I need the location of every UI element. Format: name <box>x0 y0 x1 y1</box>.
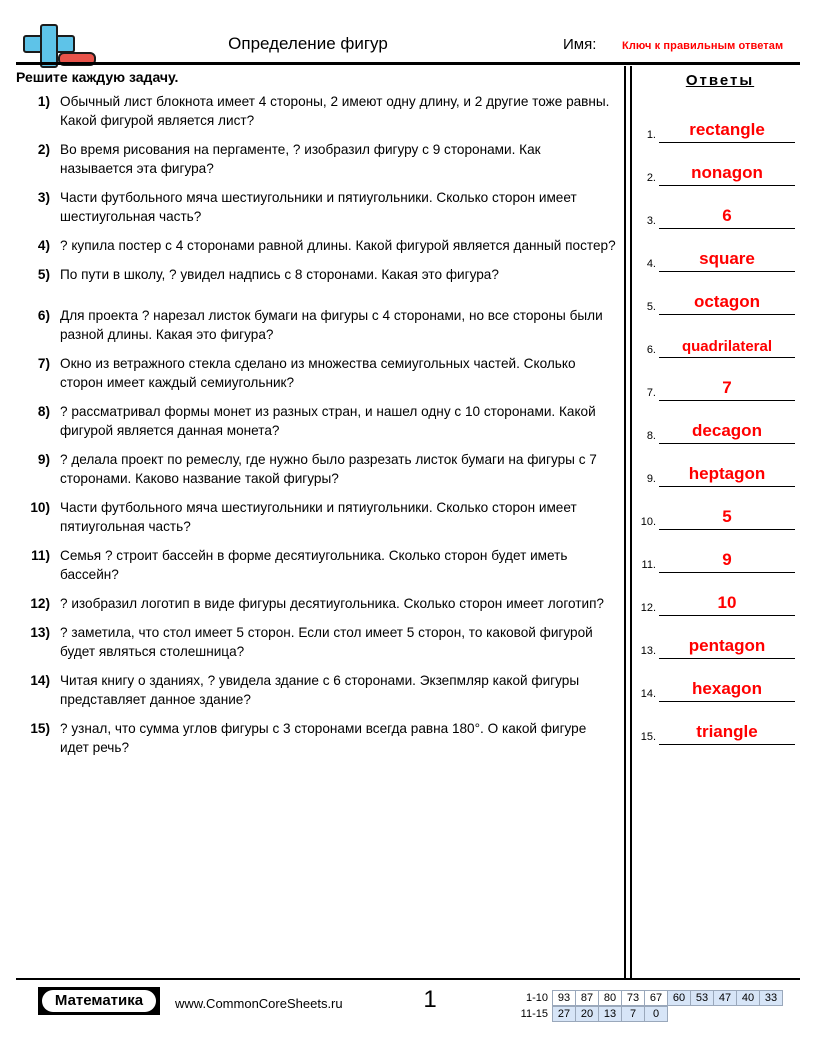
answer-value: nonagon <box>691 163 763 182</box>
score-cell: 53 <box>690 990 714 1006</box>
answer-blank-line <box>659 546 795 573</box>
answer-blank-line <box>659 589 795 616</box>
answer-number: 15. <box>640 731 656 743</box>
question-number: 11) <box>31 548 50 563</box>
score-cell: 87 <box>575 990 599 1006</box>
answer-value: decagon <box>692 421 762 440</box>
answer-blank-line <box>659 632 795 659</box>
score-cell: 33 <box>759 990 783 1006</box>
answer-row <box>636 145 808 188</box>
answer-value: triangle <box>696 722 758 741</box>
answer-value: rectangle <box>689 120 765 139</box>
question-text: ? изобразил логотип в виде фигуры десятиугольника. Сколько сторон имеет логотип? <box>60 596 604 611</box>
question-item <box>16 623 616 661</box>
answer-number: 1. <box>646 129 656 141</box>
question-text: Читая книгу о зданиях, ? увидела здание с 6 сторонами. Экзепмляр какой фигуры представляет данное здание? <box>60 673 580 707</box>
question-number: 7) <box>37 356 50 371</box>
brand-badge <box>38 987 160 1015</box>
answer-value: 9 <box>722 550 732 569</box>
question-number: 5) <box>37 267 50 282</box>
question-text: ? делала проект по ремеслу, где нужно было разрезать листок бумаги на фигуры с 7 сторонами. Каково название такой фигуры? <box>60 452 597 486</box>
question-number: 14) <box>30 673 50 688</box>
question-text: ? заметила, что стол имеет 5 сторон. Если стол имеет 5 сторон, то каковой фигурой будет являться столешница? <box>60 625 593 659</box>
page-title: Определение фигур <box>228 34 388 53</box>
question-item <box>16 450 616 488</box>
answer-value: 10 <box>717 593 737 612</box>
answer-number: 13. <box>640 645 656 657</box>
question-text: Части футбольного мяча шестиугольники и пятиугольники. Сколько сторон имеет шестиугольная часть? <box>60 190 577 224</box>
question-number: 9) <box>37 452 50 467</box>
question-text: ? узнал, что сумма углов фигуры с 3 сторонами всегда равна 180°. О какой фигуре идет речь? <box>60 721 587 755</box>
header-divider-rule <box>16 62 800 65</box>
answer-blank-line <box>659 288 795 315</box>
question-text: Части футбольного мяча шестиугольники и пятиугольники. Сколько сторон имеет пятиугольная часть? <box>60 500 577 534</box>
answer-number: 11. <box>641 559 656 571</box>
answer-blank-line <box>659 331 795 358</box>
question-item <box>16 188 616 226</box>
question-number: 3) <box>37 190 50 205</box>
answer-row <box>636 231 808 274</box>
question-item <box>16 498 616 536</box>
score-cell: 40 <box>736 990 760 1006</box>
column-divider <box>624 66 632 978</box>
answer-blank-line <box>659 374 795 401</box>
footer-divider-rule <box>16 978 800 980</box>
answers-heading: Ответы <box>685 72 755 89</box>
question-text: Обычный лист блокнота имеет 4 стороны, 2 имеют одну длину, и 2 другие тоже равны. Какой фигурой является лист? <box>60 94 610 128</box>
score-cell: 80 <box>598 990 622 1006</box>
question-text: Для проекта ? нарезал листок бумаги на фигуры с 4 сторонами, но все стороны были разной длины. Какая это фигура? <box>60 308 603 342</box>
question-text: ? рассматривал формы монет из разных стран, и нашел одну с 10 сторонами. Какой фигурой является данная монета? <box>60 404 596 438</box>
answer-row <box>636 489 808 532</box>
question-text: Окно из ветражного стекла сделано из множества семиугольных частей. Сколько сторон имеет каждый семиугольник? <box>60 356 576 390</box>
answer-row <box>636 704 808 747</box>
question-item <box>16 354 616 392</box>
answer-value: 7 <box>722 378 732 397</box>
site-url: www.CommonCoreSheets.ru <box>175 996 343 1011</box>
question-item <box>16 265 616 284</box>
answer-blank-line <box>659 503 795 530</box>
answer-row <box>636 446 808 489</box>
score-cell: 73 <box>621 990 645 1006</box>
answer-number: 12. <box>640 602 656 614</box>
answer-blank-line <box>659 675 795 702</box>
answer-blank-line <box>659 417 795 444</box>
question-number: 4) <box>37 238 50 253</box>
question-item <box>16 306 616 344</box>
score-cell: 67 <box>644 990 668 1006</box>
score-row <box>508 990 783 1006</box>
answer-row <box>636 532 808 575</box>
answer-value: hexagon <box>692 679 762 698</box>
answer-blank-line <box>659 460 795 487</box>
page-number: 1 <box>423 986 437 1013</box>
question-item <box>16 92 616 130</box>
answer-number: 6. <box>646 344 656 356</box>
question-number: 8) <box>37 404 50 419</box>
answer-row <box>636 102 808 145</box>
questions-list <box>16 92 616 767</box>
answer-row <box>636 618 808 661</box>
name-field-label: Имя: <box>563 36 597 53</box>
score-cell: 20 <box>575 1006 599 1022</box>
score-cell: 0 <box>644 1006 668 1022</box>
instructions-text: Решите каждую задачу. <box>16 69 179 85</box>
answer-row <box>636 403 808 446</box>
question-item <box>16 671 616 709</box>
answer-value: pentagon <box>688 636 766 655</box>
question-item <box>16 236 616 255</box>
score-cell: 93 <box>552 990 576 1006</box>
score-cell: 7 <box>621 1006 645 1022</box>
question-number: 12) <box>30 596 50 611</box>
answer-number: 14. <box>640 688 656 700</box>
score-row <box>508 1006 783 1022</box>
score-cell: 13 <box>598 1006 622 1022</box>
answer-value: octagon <box>693 292 761 311</box>
brand-label: Математика <box>42 990 156 1012</box>
question-text: Семья ? строит бассейн в форме десятиугольника. Сколько сторон будет иметь бассейн? <box>60 548 568 582</box>
answer-number: 10. <box>640 516 656 528</box>
question-number: 10) <box>30 500 50 515</box>
answer-number: 9. <box>646 473 656 485</box>
score-table <box>508 990 783 1022</box>
answer-row <box>636 317 808 360</box>
question-item <box>16 594 616 613</box>
answer-key-badge: Ключ к правильным ответам <box>622 40 784 52</box>
question-item <box>16 402 616 440</box>
question-item <box>16 546 616 584</box>
answer-value: square <box>699 249 755 268</box>
question-number: 6) <box>37 308 50 323</box>
answer-number: 8. <box>646 430 656 442</box>
answer-number: 2. <box>646 172 656 184</box>
answer-row <box>636 188 808 231</box>
answer-number: 7. <box>646 387 656 399</box>
score-cell: 60 <box>667 990 691 1006</box>
answer-row <box>636 274 808 317</box>
question-item <box>16 140 616 178</box>
answer-row <box>636 661 808 704</box>
question-text: Во время рисования на пергаменте, ? изобразил фигуру с 9 сторонами. Как называется эта фигура? <box>60 142 541 176</box>
answer-blank-line <box>659 116 795 143</box>
page-header <box>0 0 816 66</box>
answer-blank-line <box>659 159 795 186</box>
question-number: 1) <box>37 94 50 109</box>
answer-value: 6 <box>722 206 732 225</box>
question-number: 15) <box>30 721 50 736</box>
score-cell: 27 <box>552 1006 576 1022</box>
score-row-label: 11-15 <box>520 1008 548 1020</box>
score-row-label: 1-10 <box>525 992 548 1004</box>
question-item <box>16 719 616 757</box>
answer-blank-line <box>659 245 795 272</box>
answers-list <box>636 102 808 747</box>
answer-blank-line <box>659 202 795 229</box>
answer-blank-line <box>659 718 795 745</box>
question-number: 2) <box>37 142 50 157</box>
score-cell: 47 <box>713 990 737 1006</box>
answer-value: 5 <box>722 507 732 526</box>
answer-value: heptagon <box>688 464 766 483</box>
answer-number: 4. <box>646 258 656 270</box>
question-text: По пути в школу, ? увидел надпись с 8 сторонами. Какая это фигура? <box>60 267 499 282</box>
answer-value: quadrilateral <box>681 338 773 355</box>
answer-row <box>636 360 808 403</box>
answer-row <box>636 575 808 618</box>
answer-number: 5. <box>646 301 656 313</box>
question-text: ? купила постер с 4 сторонами равной длины. Какой фигурой является данный постер? <box>60 238 616 253</box>
answer-number: 3. <box>646 215 656 227</box>
question-number: 13) <box>30 625 50 640</box>
